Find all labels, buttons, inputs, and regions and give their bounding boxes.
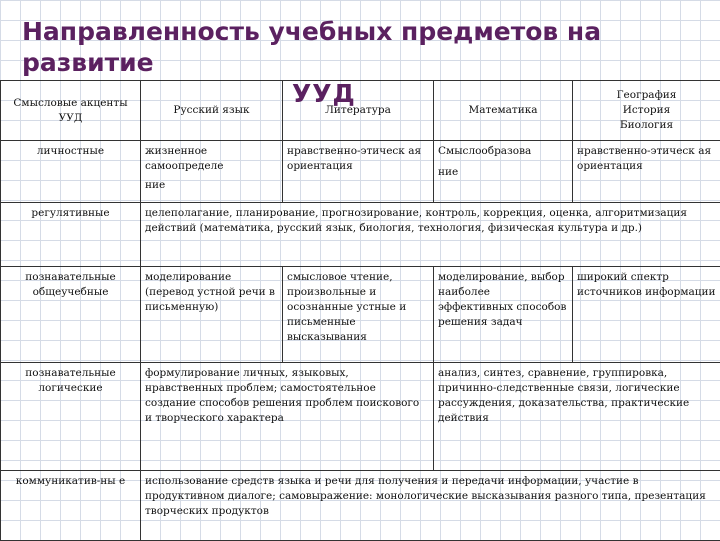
slide-title: Направленность учебных предметов на развитие <box>22 16 682 78</box>
slide-subtitle: УУД <box>292 80 356 108</box>
row-label-cognitive-logical: познавательные логические <box>1 363 141 471</box>
cell-line: самоопределе <box>145 159 278 174</box>
cell-communicative: использование средств языка и речи для получения и передачи информации, участие в продуктивном диалоге; самовыражение: монологические высказывания разного типа, презентация творческих продуктов <box>141 471 720 541</box>
table-row-cognitive-logical <box>1 363 720 471</box>
row-label-cognitive-general: познавательные общеучебные <box>1 267 141 363</box>
table-header-row <box>1 81 720 141</box>
cell-cognitive-general-literature: смысловое чтение, произвольные и осознанные устные и письменные высказывания <box>283 267 434 363</box>
header-literature: Литература <box>283 81 434 141</box>
header-russian: Русский язык <box>141 81 283 141</box>
header-math: Математика <box>434 81 573 141</box>
cell-regulatory: целеполагание, планирование, прогнозирование, контроль, коррекция, оценка, алгоритмизация действий (математика, русский язык, биология, технология, физическая культура и др.) <box>141 203 720 267</box>
row-label-communicative: коммуникатив-ны е <box>1 471 141 541</box>
table-row-cognitive-general <box>1 267 720 363</box>
cell-cognitive-logical-math-other: анализ, синтез, сравнение, группировка, причинно-следственные связи, логические рассуждения, доказательства, практические действия <box>434 363 720 471</box>
row-label-personal: личностные <box>1 141 141 203</box>
uud-table <box>0 80 720 541</box>
header-semantic-accents: Смысловые акценты УУД <box>1 81 141 141</box>
header-geography: География <box>577 88 716 103</box>
cell-cognitive-general-math: моделирование, выбор наиболее эффективных способов решения задач <box>434 267 573 363</box>
table-row-personal <box>1 141 720 203</box>
cell-cognitive-logical-russian-literature: формулирование личных, языковых, нравственных проблем; самостоятельное создание способов решения проблем поискового и творческого характера <box>141 363 434 471</box>
header-geo-history-bio <box>573 81 720 141</box>
cell-cognitive-general-other: широкий спектр источников информации <box>573 267 720 363</box>
cell-cognitive-general-russian: моделирование (перевод устной речи в письменную) <box>141 267 283 363</box>
row-label-regulatory: регулятивные <box>1 203 141 267</box>
cell-line: ние <box>438 165 568 180</box>
cell-line: Смыслообразова <box>438 144 568 159</box>
cell-personal-other: нравственно-этическ ая ориентация <box>573 141 720 203</box>
cell-personal-literature: нравственно-этическ ая ориентация <box>283 141 434 203</box>
header-biology: Биология <box>577 118 716 133</box>
cell-personal-russian <box>141 141 283 203</box>
cell-line: жизненное <box>145 144 278 159</box>
cell-personal-math <box>434 141 573 203</box>
header-history: История <box>577 103 716 118</box>
table-row-regulatory <box>1 203 720 267</box>
table-row-communicative <box>1 471 720 541</box>
cell-line: ние <box>145 178 278 193</box>
